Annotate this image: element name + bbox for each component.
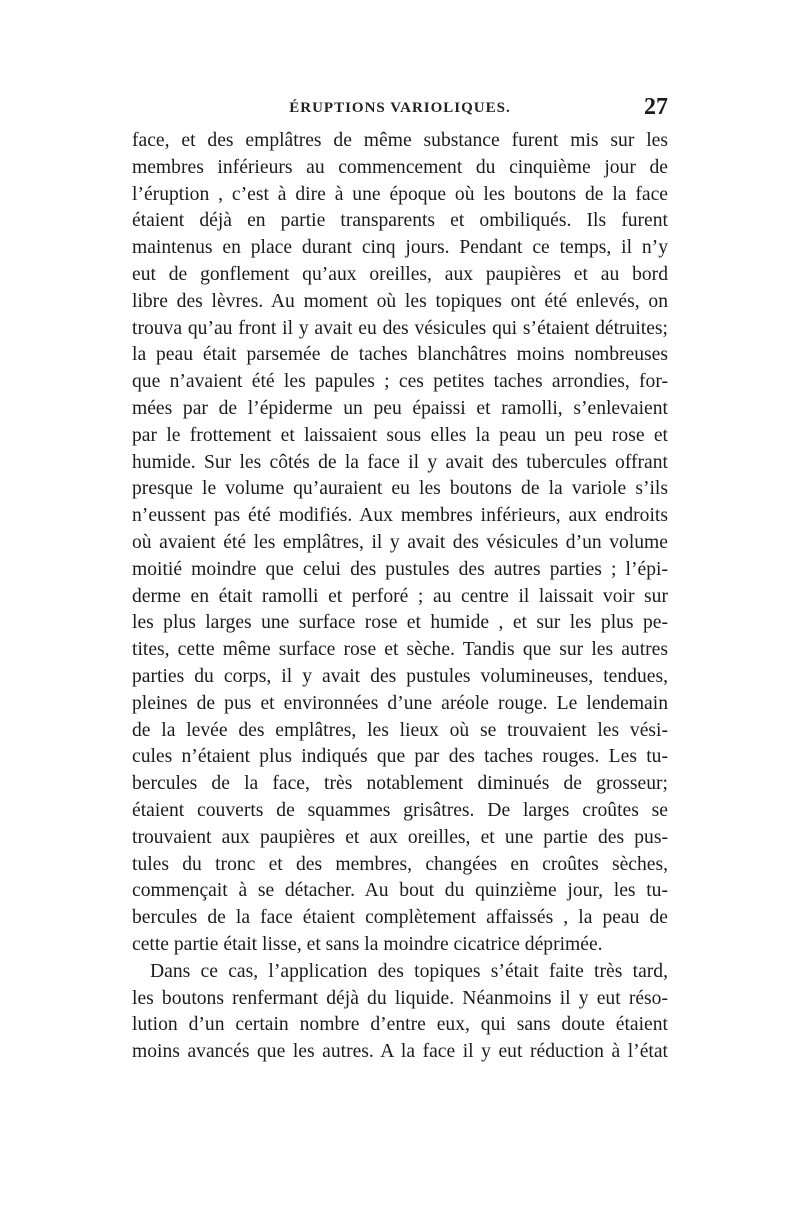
text-line: commençait à se détacher. Au bout du quinzième jour, les tu- — [132, 880, 668, 902]
text-line: de la levée des emplâtres, les lieux où se trouvaient les vési- — [132, 719, 668, 741]
text-line: trouvaient aux paupières et aux oreilles, et une partie des pus- — [132, 826, 668, 848]
text-line: l’éruption , c’est à dire à une époque où les boutons de la face — [132, 183, 668, 205]
text-line: humide. Sur les côtés de la face il y avait des tubercules offrant — [132, 451, 668, 473]
text-line: lution d’un certain nombre d’entre eux, qui sans doute étaient — [132, 1014, 668, 1036]
text-line: pleines de pus et environnées d’une aréole rouge. Le lendemain — [132, 692, 668, 714]
text-line: derme en était ramolli et perforé ; au centre il laissait voir sur — [132, 585, 668, 607]
text-line: trouva qu’au front il y avait eu des vésicules qui s’étaient détruites; — [132, 317, 668, 339]
text-line: presque le volume qu’auraient eu les boutons de la variole s’ils — [132, 478, 668, 500]
text-line: mées par de l’épiderme un peu épaissi et ramolli, s’enlevaient — [132, 397, 668, 419]
text-line: où avaient été les emplâtres, il y avait des vésicules d’un volume — [132, 531, 668, 553]
paragraph-2 — [132, 959, 668, 1066]
body-text — [132, 128, 668, 1066]
text-line: maintenus en place durant cinq jours. Pendant ce temps, il n’y — [132, 237, 668, 259]
text-line: Dans ce cas, l’application des topiques s’était faite très tard, — [150, 960, 668, 982]
text-line: tules du tronc et des membres, changées en croûtes sèches, — [132, 853, 668, 875]
text-line: bercules de la face, très notablement diminués de grosseur; — [132, 773, 668, 795]
text-line: moitié moindre que celui des pustules des autres parties ; l’épi- — [132, 558, 668, 580]
text-line: que n’avaient été les papules ; ces petites taches arrondies, for- — [132, 371, 668, 393]
text-line: membres inférieurs au commencement du cinquième jour de — [132, 156, 668, 178]
paragraph-1 — [132, 128, 668, 959]
running-header — [132, 94, 668, 126]
text-line: tites, cette même surface rose et sèche. Tandis que sur les autres — [132, 639, 668, 661]
text-line: moins avancés que les autres. A la face il y eut réduction à l’état — [132, 1041, 668, 1063]
text-line: cette partie était lisse, et sans la moindre cicatrice déprimée. — [132, 933, 603, 955]
text-line: parties du corps, il y avait des pustules volumineuses, tendues, — [132, 665, 668, 687]
text-line: la peau était parsemée de taches blanchâtres moins nombreuses — [132, 344, 668, 366]
text-line: eut de gonflement qu’aux oreilles, aux paupières et au bord — [132, 263, 668, 285]
text-line: les plus larges une surface rose et humide , et sur les plus pe- — [132, 612, 668, 634]
chapter-title: ÉRUPTIONS VARIOLIQUES. — [289, 100, 511, 116]
text-line: étaient couverts de squammes grisâtres. De larges croûtes se — [132, 799, 668, 821]
text-line: bercules de la face étaient complètement affaissés , la peau de — [132, 907, 668, 929]
text-line: les boutons renfermant déjà du liquide. Néanmoins il y eut réso- — [132, 987, 668, 1009]
text-line: étaient déjà en partie transparents et ombiliqués. Ils furent — [132, 210, 668, 232]
text-line: face, et des emplâtres de même substance furent mis sur les — [132, 130, 668, 151]
text-line: n’eussent pas été modifiés. Aux membres inférieurs, aux endroits — [132, 505, 668, 527]
text-line: par le frottement et laissaient sous elles la peau un peu rose et — [132, 424, 668, 446]
text-line: cules n’étaient plus indiqués que par des taches rouges. Les tu- — [132, 746, 668, 768]
page-number: 27 — [644, 94, 668, 120]
text-line: libre des lèvres. Au moment où les topiques ont été enlevés, on — [132, 290, 668, 312]
